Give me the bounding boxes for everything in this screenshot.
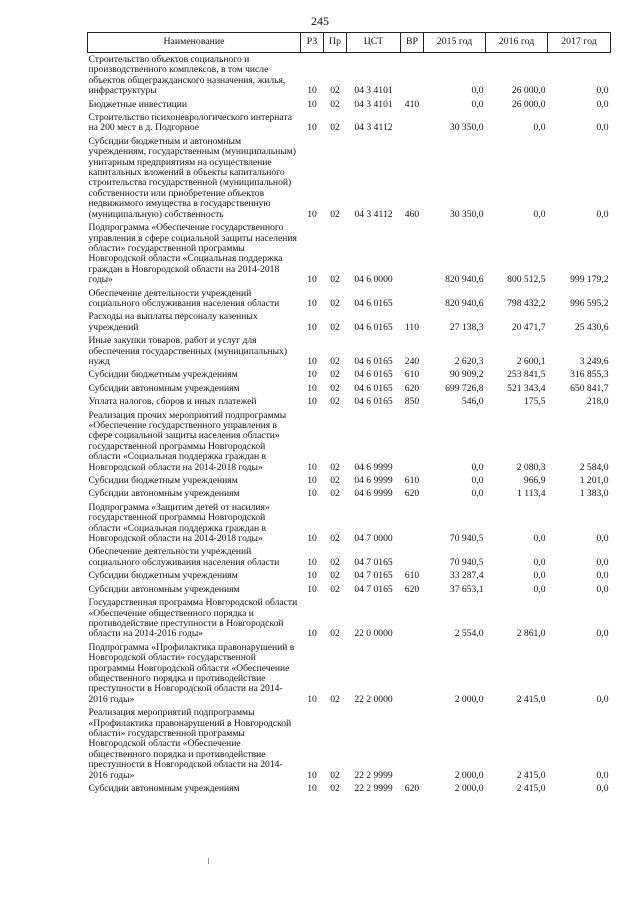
cell-rz: 10 [307,628,317,640]
cell-vr: 610 [404,570,420,582]
cell-pr: 02 [330,556,340,568]
cell-2017: 0,0 [596,583,609,595]
cell-pr: 02 [330,783,340,794]
cell-rz: 10 [307,274,317,286]
cell-2017: 0,0 [596,533,609,545]
cell-2017: 0,0 [596,556,609,568]
cell-2017: 0,0 [596,783,609,794]
cell-rz: 10 [307,85,317,97]
cell-2016: 0,0 [533,122,546,134]
header-cst: ЦСТ [347,33,401,53]
header-name: Наименование [88,33,301,53]
cell-name: Строительство психоневрологического интерната на 200 мест в д. Подгорное [88,112,293,134]
cell-2017: 1 201,0 [579,475,609,487]
table-row [88,221,611,286]
cell-vr: 410 [404,98,420,110]
cell-2016: 800 512,5 [507,274,546,286]
cell-name: Реализация мероприятий подпрограммы «Профилактика правонарушений в Новгородской области» государственной программы Новгородской области «Обеспечение общественного порядка и противодействие преступности в Новгородской области на 2014-2016 годы» [88,707,292,781]
table-body [88,53,611,796]
cell-rz: 10 [307,355,317,367]
table-row [88,706,611,782]
cell-pr: 02 [330,628,340,640]
cell-2017: 316 855,3 [570,369,609,381]
page-number: 245 [311,14,329,28]
cell-2017: 0,0 [596,570,609,582]
cell-2017: 218,0 [586,396,609,408]
cell-pr: 02 [330,297,340,309]
cell-name: Субсидии бюджетным учреждениям [88,570,238,582]
cell-2017: 25 430,6 [574,321,609,333]
cell-2015: 2 000,0 [454,783,484,794]
cell-name: Субсидии автономным учреждениям [88,783,240,794]
cell-rz: 10 [307,583,317,595]
footer-mark [208,858,209,864]
cell-2016: 1 113,4 [517,488,546,500]
cell-name: Подпрограмма «Профилактика правонарушений в Новгородской области» государственной программы Новгородской области «Обеспечение общественного порядка и противодействие преступности в Новгородской области на 2014-2016 годы» [88,641,295,705]
table-row [88,409,611,474]
cell-2017: 0,0 [596,85,609,97]
cell-name: Государственная программа Новгородской области «Обеспечение общественного порядка и противодействие преступности в Новгородской области на 2014-2016 годы» [88,597,298,640]
cell-name: Субсидии бюджетным учреждениям [88,475,238,487]
cell-pr: 02 [330,321,340,333]
cell-vr [401,706,424,782]
cell-cst: 04 6 0165 [354,297,393,309]
cell-rz: 10 [307,693,317,705]
cell-pr: 02 [330,122,340,134]
cell-cst: 04 6 0165 [354,382,393,394]
table-row [88,545,611,569]
cell-2016: 0,0 [533,208,546,220]
header-rz: РЗ [301,33,324,53]
cell-name: Субсидии автономным учреждениям [88,583,240,595]
cell-pr: 02 [330,461,340,473]
cell-cst: 04 6 9999 [354,488,393,500]
cell-pr: 02 [330,533,340,545]
header-2015: 2015 год [424,33,486,53]
cell-2016: 798 432,2 [507,297,546,309]
cell-vr: 850 [404,396,420,408]
cell-vr: 620 [404,583,420,595]
table-row [88,474,611,487]
cell-2017: 2 584,0 [579,461,609,473]
table-row [88,487,611,500]
cell-rz: 10 [307,321,317,333]
cell-2015: 27 138,3 [449,321,484,333]
cell-2016: 26 000,0 [511,85,546,97]
cell-2015: 0,0 [471,85,484,97]
cell-rz: 10 [307,369,317,381]
cell-2017: 0,0 [596,628,609,640]
cell-rz: 10 [307,475,317,487]
cell-pr: 02 [330,396,340,408]
table-row [88,53,611,98]
cell-vr: 610 [404,475,420,487]
cell-vr [401,596,424,641]
cell-cst: 04 6 9999 [354,461,393,473]
cell-name: Расходы на выплаты персоналу казенных учреждений [88,311,258,333]
table-row [88,135,611,221]
cell-cst: 04 3 4101 [354,85,393,97]
cell-rz: 10 [307,533,317,545]
cell-2015: 546,0 [461,396,484,408]
cell-2016: 175,5 [523,396,546,408]
cell-rz: 10 [307,208,317,220]
cell-2016: 0,0 [533,570,546,582]
cell-pr: 02 [330,208,340,220]
cell-pr: 02 [330,488,340,500]
cell-vr [401,221,424,286]
cell-2016: 2 415,0 [516,769,546,781]
cell-2015: 2 620,3 [454,355,484,367]
cell-2016: 20 471,7 [511,321,546,333]
cell-pr: 02 [330,769,340,781]
cell-vr: 620 [404,488,420,500]
cell-pr: 02 [330,85,340,97]
cell-cst: 04 6 0165 [354,321,393,333]
cell-pr: 02 [330,382,340,394]
cell-vr: 620 [404,783,420,794]
cell-2015: 2 000,0 [454,769,484,781]
cell-2016: 2 080,3 [516,461,546,473]
budget-table [87,32,611,795]
cell-cst: 04 3 4112 [354,122,393,134]
cell-2016: 0,0 [533,583,546,595]
table-row [88,111,611,135]
cell-name: Подпрограмма «Защитим детей от насилия» государственной программы Новгородской области «Социальная поддержка граждан в Новгородской области на 2014-2018 годы» [88,501,270,545]
cell-2017: 0,0 [596,122,609,134]
cell-rz: 10 [307,98,317,110]
cell-name: Реализация прочих мероприятий подпрограммы «Обеспечение государственного управления в сфере социальной защиты населения области» государственной программы Новгородской области «Социальная поддержка граждан в Новгородской области на 2014-2018 годы» [88,409,287,473]
cell-rz: 10 [307,382,317,394]
table-row [88,583,611,596]
cell-rz: 10 [307,122,317,134]
cell-2015: 820 940,6 [445,274,484,286]
cell-2017: 0,0 [596,693,609,705]
cell-2015: 0,0 [471,488,484,500]
cell-2015: 33 287,4 [449,570,484,582]
cell-2015: 30 350,0 [449,208,484,220]
cell-cst: 04 6 0165 [354,396,393,408]
cell-name: Строительство объектов социального и производственного комплексов, в том числе объектов общегражданского назначения, жилья, инфраструктуры [88,54,286,97]
cell-rz: 10 [307,461,317,473]
table-header-row [88,33,611,53]
cell-2015: 2 000,0 [454,693,484,705]
cell-vr [401,501,424,546]
cell-rz: 10 [307,769,317,781]
cell-2015: 0,0 [471,98,484,110]
cell-2017: 3 249,6 [579,355,609,367]
cell-2017: 1 383,0 [579,488,609,500]
cell-2015: 820 940,6 [445,297,484,309]
cell-2016: 2 415,0 [516,783,546,794]
cell-2016: 2 415,0 [516,693,546,705]
cell-pr: 02 [330,355,340,367]
cell-2015: 30 350,0 [449,122,484,134]
cell-cst: 22 0 0000 [354,628,393,640]
cell-2017: 650 841,7 [570,382,609,394]
cell-cst: 22 2 9999 [354,769,393,781]
header-vr: ВР [401,33,424,53]
cell-2015: 0,0 [471,461,484,473]
cell-2016: 0,0 [533,533,546,545]
cell-vr [401,409,424,474]
cell-cst: 22 2 9999 [354,783,393,794]
cell-cst: 22 2 0000 [354,693,393,705]
cell-2015: 37 653,1 [449,583,484,595]
cell-2017: 0,0 [596,98,609,110]
cell-vr [401,545,424,569]
cell-2016: 966,9 [523,475,546,487]
table-row [88,501,611,546]
cell-cst: 04 6 0000 [354,274,393,286]
cell-name: Субсидии бюджетным учреждениям [88,369,238,381]
cell-rz: 10 [307,396,317,408]
cell-name: Бюджетные инвестиции [88,98,187,110]
cell-cst: 04 7 0000 [354,533,393,545]
cell-cst: 04 6 0165 [354,355,393,367]
table-row [88,98,611,111]
cell-cst: 04 6 9999 [354,475,393,487]
cell-pr: 02 [330,98,340,110]
cell-cst: 04 7 0165 [354,556,393,568]
cell-2017: 0,0 [596,208,609,220]
cell-pr: 02 [330,475,340,487]
table-row [88,596,611,641]
cell-vr: 610 [404,369,420,381]
table-row [88,782,611,795]
cell-name: Субсидии автономным учреждениям [88,382,240,394]
cell-name: Обеспечение деятельности учреждений социального обслуживания населения области [88,287,280,309]
cell-name: Обеспечение деятельности учреждений социального обслуживания населения области [88,546,280,568]
table-row [88,287,611,311]
cell-rz: 10 [307,556,317,568]
cell-name: Уплата налогов, сборов и иных платежей [88,396,257,408]
header-2017: 2017 год [548,33,611,53]
cell-cst: 04 3 4112 [354,208,393,220]
table-row [88,569,611,582]
cell-2015: 0,0 [471,475,484,487]
table-row [88,382,611,395]
table-row [88,368,611,381]
cell-2016: 2 861,0 [516,628,546,640]
cell-cst: 04 7 0165 [354,583,393,595]
cell-name: Субсидии бюджетным и автономным учреждениям, государственным (муниципальным) унитарным предприятиям на осуществление капитальных вложений в объекты капитального строительства государственной (муниципальной) собственности или приобретение объектов недвижимого имущества в государственную (муниципальную) собственность [88,135,296,220]
cell-rz: 10 [307,570,317,582]
cell-2015: 2 554,0 [454,628,484,640]
cell-2017: 0,0 [596,769,609,781]
cell-pr: 02 [330,274,340,286]
header-2016: 2016 год [486,33,548,53]
cell-2017: 999 179,2 [570,274,609,286]
cell-pr: 02 [330,693,340,705]
table-row [88,310,611,334]
cell-2015: 699 726,8 [445,382,484,394]
cell-vr [401,111,424,135]
header-pr: Пр [324,33,347,53]
cell-2016: 0,0 [533,556,546,568]
cell-cst: 04 7 0165 [354,570,393,582]
cell-vr [401,641,424,706]
cell-vr [401,53,424,98]
table-row [88,641,611,706]
cell-cst: 04 3 4101 [354,98,393,110]
cell-2016: 2 600,1 [516,355,546,367]
cell-2016: 253 841,5 [507,369,546,381]
cell-cst: 04 6 0165 [354,369,393,381]
cell-vr: 240 [404,355,420,367]
cell-2015: 70 940,5 [449,533,484,545]
cell-rz: 10 [307,488,317,500]
cell-vr: 110 [404,321,420,333]
cell-pr: 02 [330,583,340,595]
cell-2016: 521 343,4 [507,382,546,394]
cell-vr: 620 [404,382,420,394]
cell-2015: 70 940,5 [449,556,484,568]
cell-pr: 02 [330,570,340,582]
cell-name: Субсидии автономным учреждениям [88,488,240,500]
cell-vr [401,287,424,311]
cell-vr: 460 [404,208,420,220]
cell-name: Иные закупки товаров, работ и услуг для обеспечения государственных (муниципальных) нужд [88,335,288,367]
table-row [88,334,611,368]
cell-2017: 996 595,2 [570,297,609,309]
cell-pr: 02 [330,369,340,381]
cell-name: Подпрограмма «Обеспечение государственного управления в сфере социальной защиты населения области» государственной программы Новгородской области «Социальная поддержка граждан в Новгородской области на 2014-2018 годы» [88,222,297,286]
cell-rz: 10 [307,783,317,794]
cell-2015: 90 909,2 [449,369,484,381]
table-row [88,395,611,408]
cell-2016: 26 000,0 [511,98,546,110]
cell-rz: 10 [307,297,317,309]
